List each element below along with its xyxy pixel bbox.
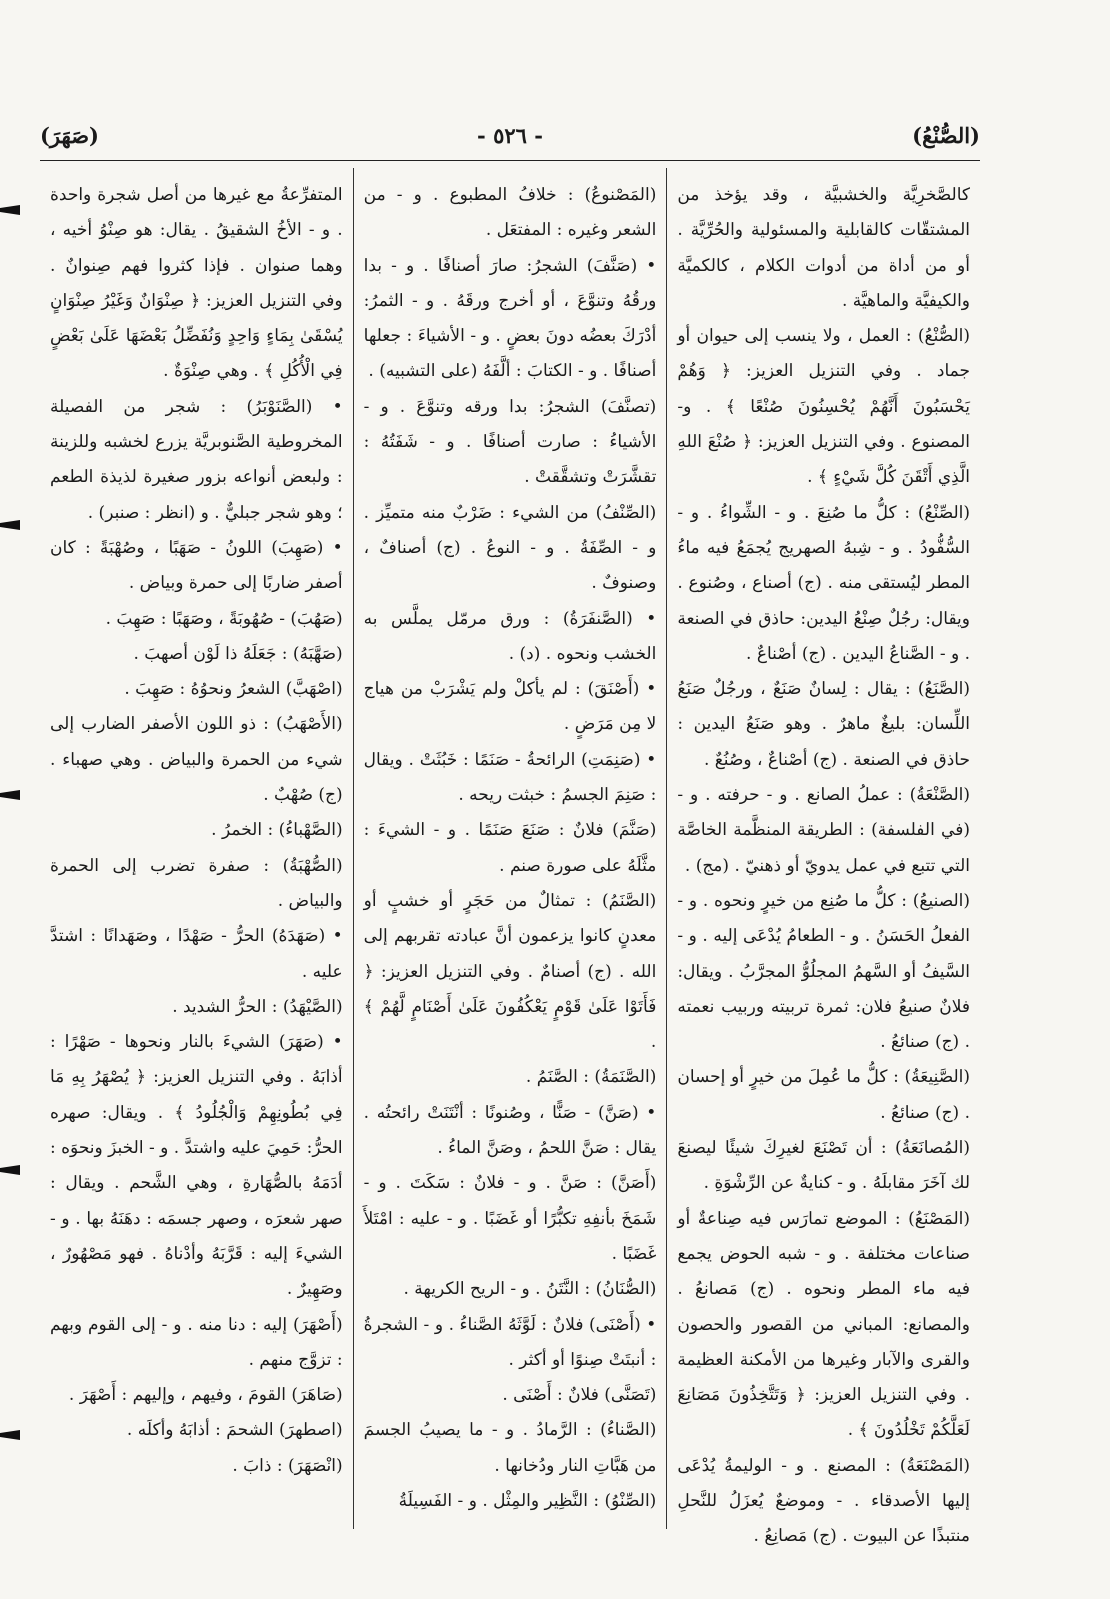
dictionary-entry: • (أَصْنَى) فلانٌ : لَوَّثَهُ الصَّناءُ . و - الشجرةُ : أنبتَتْ صِنوًا أو أكثر .	[363, 1314, 657, 1370]
column-left	[40, 168, 353, 1529]
dictionary-entry: • (صَهِبَ) اللونُ - صَهَبًا ، وصُهْبَةً : كان أصفر ضاربًا إلى حمرة وبياض .	[49, 537, 343, 594]
dictionary-entry: • (صَنِمَتِ) الرائحةُ - صَنَمًا : خَبُثَتْ . ويقال : صَنِمَ الجسمُ : خبثت ريحه .	[363, 749, 657, 806]
dictionary-entry: (الصِّنْفُ) من الشيء : ضَرْبٌ منه متميِّز . و - الصِّفَةُ . و - النوعُ . (ج) أصنافٌ ، وصنوفٌ .	[363, 502, 657, 594]
dictionary-entry: (صَهَّبَهُ) : جَعَلَهُ ذا لَوْن أصهبَ .	[133, 643, 343, 664]
dictionary-entry: (الصنيعُ) : كلُّ ما صُنِع من خيرٍ ونحوه . و - الفعلُ الحَسَنُ . و - الطعامُ يُدْعَى إليه . و - السَّيفُ أو السَّهمُ المجلُوُّ المجرَّبُ . ويقال: فلانٌ صنيعُ فلان: ثمرة تربيته وربيب نعمته . (ج) صنائعُ .	[677, 890, 970, 1053]
dictionary-entry: (اصطهرَ) الشحمَ : أذابَهُ وأكلَه .	[126, 1420, 343, 1441]
binding-mark	[0, 1430, 20, 1440]
dictionary-entry: (المَصْنَعَةُ) : المصنع . و - الوليمةُ يُدْعَى إليها الأصدقاء . - وموضعٌ يُعزَلُ للنَّحلِ منتبذًا عن البيوت . (ج) مَصانِعُ .	[677, 1455, 970, 1547]
dictionary-entry: (المُصانَعَةُ) : أن تَصْنَعَ لغيرِكَ شيئًا ليصنعَ لك آخَرَ مقابلَهُ . و - كنايةٌ عن الرِّشْوَةِ .	[677, 1138, 970, 1194]
header-keyword-right: (الصُّنْعُ)	[912, 122, 980, 148]
dictionary-entry: • (صَنَّفَ) الشجرُ: صارَ أصنافًا . و - بدا ورقُهُ وتنوَّعَ ، أو أخرج ورقَهُ . و - الثمرُ: أدْرَكَ بعضُه دونَ بعضٍ . و - الأشياءَ : جعلها أصنافًا . و - الكتابَ : ألَّفَهُ (على التشبيه) .	[363, 255, 657, 382]
dictionary-entry: (الصَّيْهَدُ) : الحرُّ الشديد .	[172, 996, 343, 1017]
dictionary-entry: (الصَّنَمُ) : تمثالٌ من حَجَرٍ أو خشبٍ أو معدنٍ كانوا يزعمون أنَّ عبادته تقربهم إلى الله . (ج) أصنامٌ . وفي التنزيل العزيز: ﴿ فَأَتَوْا عَلَىٰ قَوْمٍ يَعْكُفُونَ عَلَىٰ أَصْنَامٍ لَّهُمْ ﴾ .	[363, 890, 657, 1053]
dictionary-entry: • (صَهَرَ) الشيءَ بالنار ونحوها - صَهْرًا : أذابَهُ . وفي التنزيل العزيز: ﴿ يُصْهَرُ بِهِ مَا فِي بُطُونِهِمْ وَالْجُلُودُ ﴾ . ويقال: صهره الحرُّ: حَمِيَ عليه واشتدَّ . و - الخبزَ ونحوَه : أدَمَهُ بالصُّهَارةِ ، وهي الشَّحم . ويقال : صهر شعرَه ، وصهر جسمَه : دهَنَهُ بها . و - الشيءَ إليه : قَرَّبَهُ وأدْناهُ . فهو مَصْهُورٌ ، وصَهِيرٌ .	[49, 1032, 343, 1300]
binding-mark	[0, 790, 20, 800]
dictionary-entry: • (أَصْنَقَ) : لم يأكلْ ولم يَشْرَبْ من هياج لا مِن مَرَضٍ .	[363, 679, 657, 735]
column-middle	[353, 168, 667, 1529]
dictionary-entry: (الصَّهْباءُ) : الخمرُ .	[211, 820, 343, 841]
page-number: - ٥٢٦ -	[477, 122, 543, 148]
dictionary-entry: (أَصْهَرَ) إليه : دنا منه . و - إلى القوم وبهم : تزوَّج منهم .	[49, 1314, 343, 1370]
dictionary-entry: (صَهُبَ) - صُهُوبَةً ، وصَهَبًا : صَهِبَ .	[105, 608, 343, 629]
dictionary-entry: (المَصْنَعُ) : الموضع تمارَس فيه صِناعةٌ أو صناعات مختلفة . و - شبه الحوض يجمع فيه ماء المطر ونحوه . (ج) مَصانعُ . والمصانع: المباني من القصور والحصون والقرى والآبار وغيرها من الأمكنة العظيمة . وفي التنزيل العزيز: ﴿ وَتَتَّخِذُونَ مَصَانِعَ لَعَلَّكُمْ تَخْلُدُونَ ﴾ .	[677, 1208, 970, 1441]
dictionary-entry: (أَصَنَّ) : صَنَّ . و - فلانٌ : سَكَتَ . و - شَمَخَ بأنفِهِ تكبُّرًا أو غَضَبًا . و - عليه : امْتَلأَ غَضَبًا .	[363, 1173, 657, 1264]
header-keyword-left: (صَهَرَ)	[40, 122, 99, 148]
dictionary-entry: (صَنَّمَ) فلانٌ : صَنَعَ صَنَمًا . و - الشيءَ : مثَّلَهُ على صورة صنم .	[363, 820, 657, 876]
dictionary-entry: (الصَّنِيعَةُ) : كلُّ ما عُمِلَ من خيرٍ أو إحسان . (ج) صنائعُ .	[677, 1067, 970, 1123]
dictionary-entry: (الصِّنْعُ) : كلُّ ما صُنِعَ . و - الشِّواءُ . و - السُّفُّودُ . و - شِبهُ الصهريج يُجمَعُ فيه ماءُ المطر ليُستقى منه . (ج) أصناع ، وصُنوع . ويقال: رجُلٌ صِنْعُ اليدين: حاذق في الصنعة . و - الصَّناعُ اليدين . (ج) أصْناعٌ .	[677, 502, 970, 664]
binding-mark	[0, 205, 20, 215]
dictionary-entry: • (الصَّنَوْبَرُ) : شجر من الفصيلة المخروطية الصَّنوبريَّة يزرع لخشبه وللزينة : ولبعض أنواعه بزور صغيرة لذيذة الطعم ؛ وهو شجر جبليٌّ . و (انظر : صنبر) .	[49, 396, 343, 523]
dictionary-entry: (تصنَّفَ) الشجرُ: بدا ورقه وتنوَّعَ . و - الأشياءُ : صارت أصنافًا . و - شَفَتُهُ : تقشَّرَتْ وتشقَّقتْ .	[363, 396, 657, 488]
dictionary-entry: كالصَّخرِيَّة والخشبيَّة ، وقد يؤخذ من المشتقّات كالقابلية والمسئولية والحُرِّيَّة . أو من أداة من أدوات الكلام ، كالكميَّة والكيفيَّة والماهيَّة .	[677, 185, 970, 311]
dictionary-entry: • (صَنَّ) - صَنًّا ، وصُنونًا : أنْتَنَتْ رائحتُه . يقال : صَنَّ اللحمُ ، وصَنَّ الماءُ .	[363, 1102, 657, 1159]
dictionary-entry: (الصَّناءُ) : الرَّمادُ . و - ما يصيبُ الجسمَ من هَبَّاتِ النار ودُخانها .	[363, 1420, 657, 1476]
dictionary-entry: (الصِّنْوُ) : النَّظِير والمِثْل . و - الفَسِيلَةُ	[398, 1490, 657, 1511]
dictionary-entry: • (صَهَدَهُ) الحرُّ - صَهْدًا ، وصَهَدانًا : اشتدَّ عليه .	[49, 926, 343, 982]
dictionary-entry: (الصُّهْبَةُ) : صفرة تضرب إلى الحمرة والبياض .	[49, 855, 343, 911]
dictionary-entry: (انْصَهَرَ) : ذابَ .	[232, 1455, 343, 1476]
dictionary-entry: (الأَصْهَبُ) : ذو اللون الأصفر الضارب إلى شيء من الحمرة والبياض . وهي صهباء . (ج) صُهْبٌ .	[49, 714, 343, 806]
binding-mark	[0, 1165, 20, 1175]
dictionary-entry: (الصُّنَانُ) : النَّتَنُ . و - الريح الكريهة .	[403, 1279, 657, 1300]
dictionary-entry: (المَصْنوعُ) : خلافُ المطبوع . و - من الشعر وغيره : المفتعَل .	[363, 185, 657, 241]
dictionary-entry: (الصُّنْعُ) : العمل ، ولا ينسب إلى حيوان أو جماد . وفي التنزيل العزيز: ﴿ وَهُمْ يَحْسَبُونَ أَنَّهُمْ يُحْسِنُونَ صُنْعًا ﴾ . و- المصنوع . وفي التنزيل العزيز: ﴿ صُنْعَ اللهِ الَّذِي أَتْقَنَ كُلَّ شَيْءٍ ﴾ .	[677, 326, 970, 488]
dictionary-entry: (الصَّنَعُ) : يقال : لِسانٌ صَنَعٌ ، ورجُلٌ صَنَعُ اللِّسان: بليغٌ ماهرٌ . وهو صَنَعُ اليدين : حاذق في الصنعة . (ج) أصْناعٌ ، وصُنُعٌ .	[677, 679, 970, 770]
page-header	[40, 118, 980, 152]
column-right	[666, 168, 980, 1547]
binding-mark	[0, 520, 20, 530]
dictionary-entry: المتفرِّعةُ مع غيرها من أصل شجرة واحدة . و - الأخُ الشقيقُ . يقال: هو صِنْوُ أخيه ، وهما صنوان . فإذا كثروا فهم صِنوانٌ . وفي التنزيل العزيز: ﴿ صِنْوَانٌ وَغَيْرُ صِنْوَانٍ يُسْقَىٰ بِمَاءٍ وَاحِدٍ وَنُفَضِّلُ بَعْضَهَا عَلَىٰ بَعْضٍ فِي الْأُكُلِ ﴾ . وهي صِنْوَةٌ .	[49, 185, 343, 382]
dictionary-entry: (اصْهَبَّ) الشعرُ ونحوُهُ : صَهِبَ .	[124, 679, 343, 700]
text-columns	[40, 168, 980, 1547]
dictionary-entry: (الصَّنَمَةُ) : الصَّنَمُ .	[525, 1067, 657, 1088]
dictionary-entry: (الصَّنْعَةُ) : عملُ الصانع . و - حرفته . و - (في الفلسفة) : الطريقة المنظَّمة الخاصَّة التي تتبع في عمل يدويّ أو ذهنيّ . (مج) .	[677, 785, 970, 876]
dictionary-entry: (تَصَنَّى) فلانٌ : أَصْنَى .	[502, 1385, 657, 1406]
dictionary-entry: • (الصَّنفَرَةُ) : ورق مرمّل يملَّس به الخشب ونحوه . (د) .	[363, 608, 657, 664]
header-rule	[40, 160, 980, 161]
dictionary-entry: (صَاهَرَ) القومَ ، وفيهم ، وإليهم : أَصْهَرَ .	[68, 1385, 343, 1406]
